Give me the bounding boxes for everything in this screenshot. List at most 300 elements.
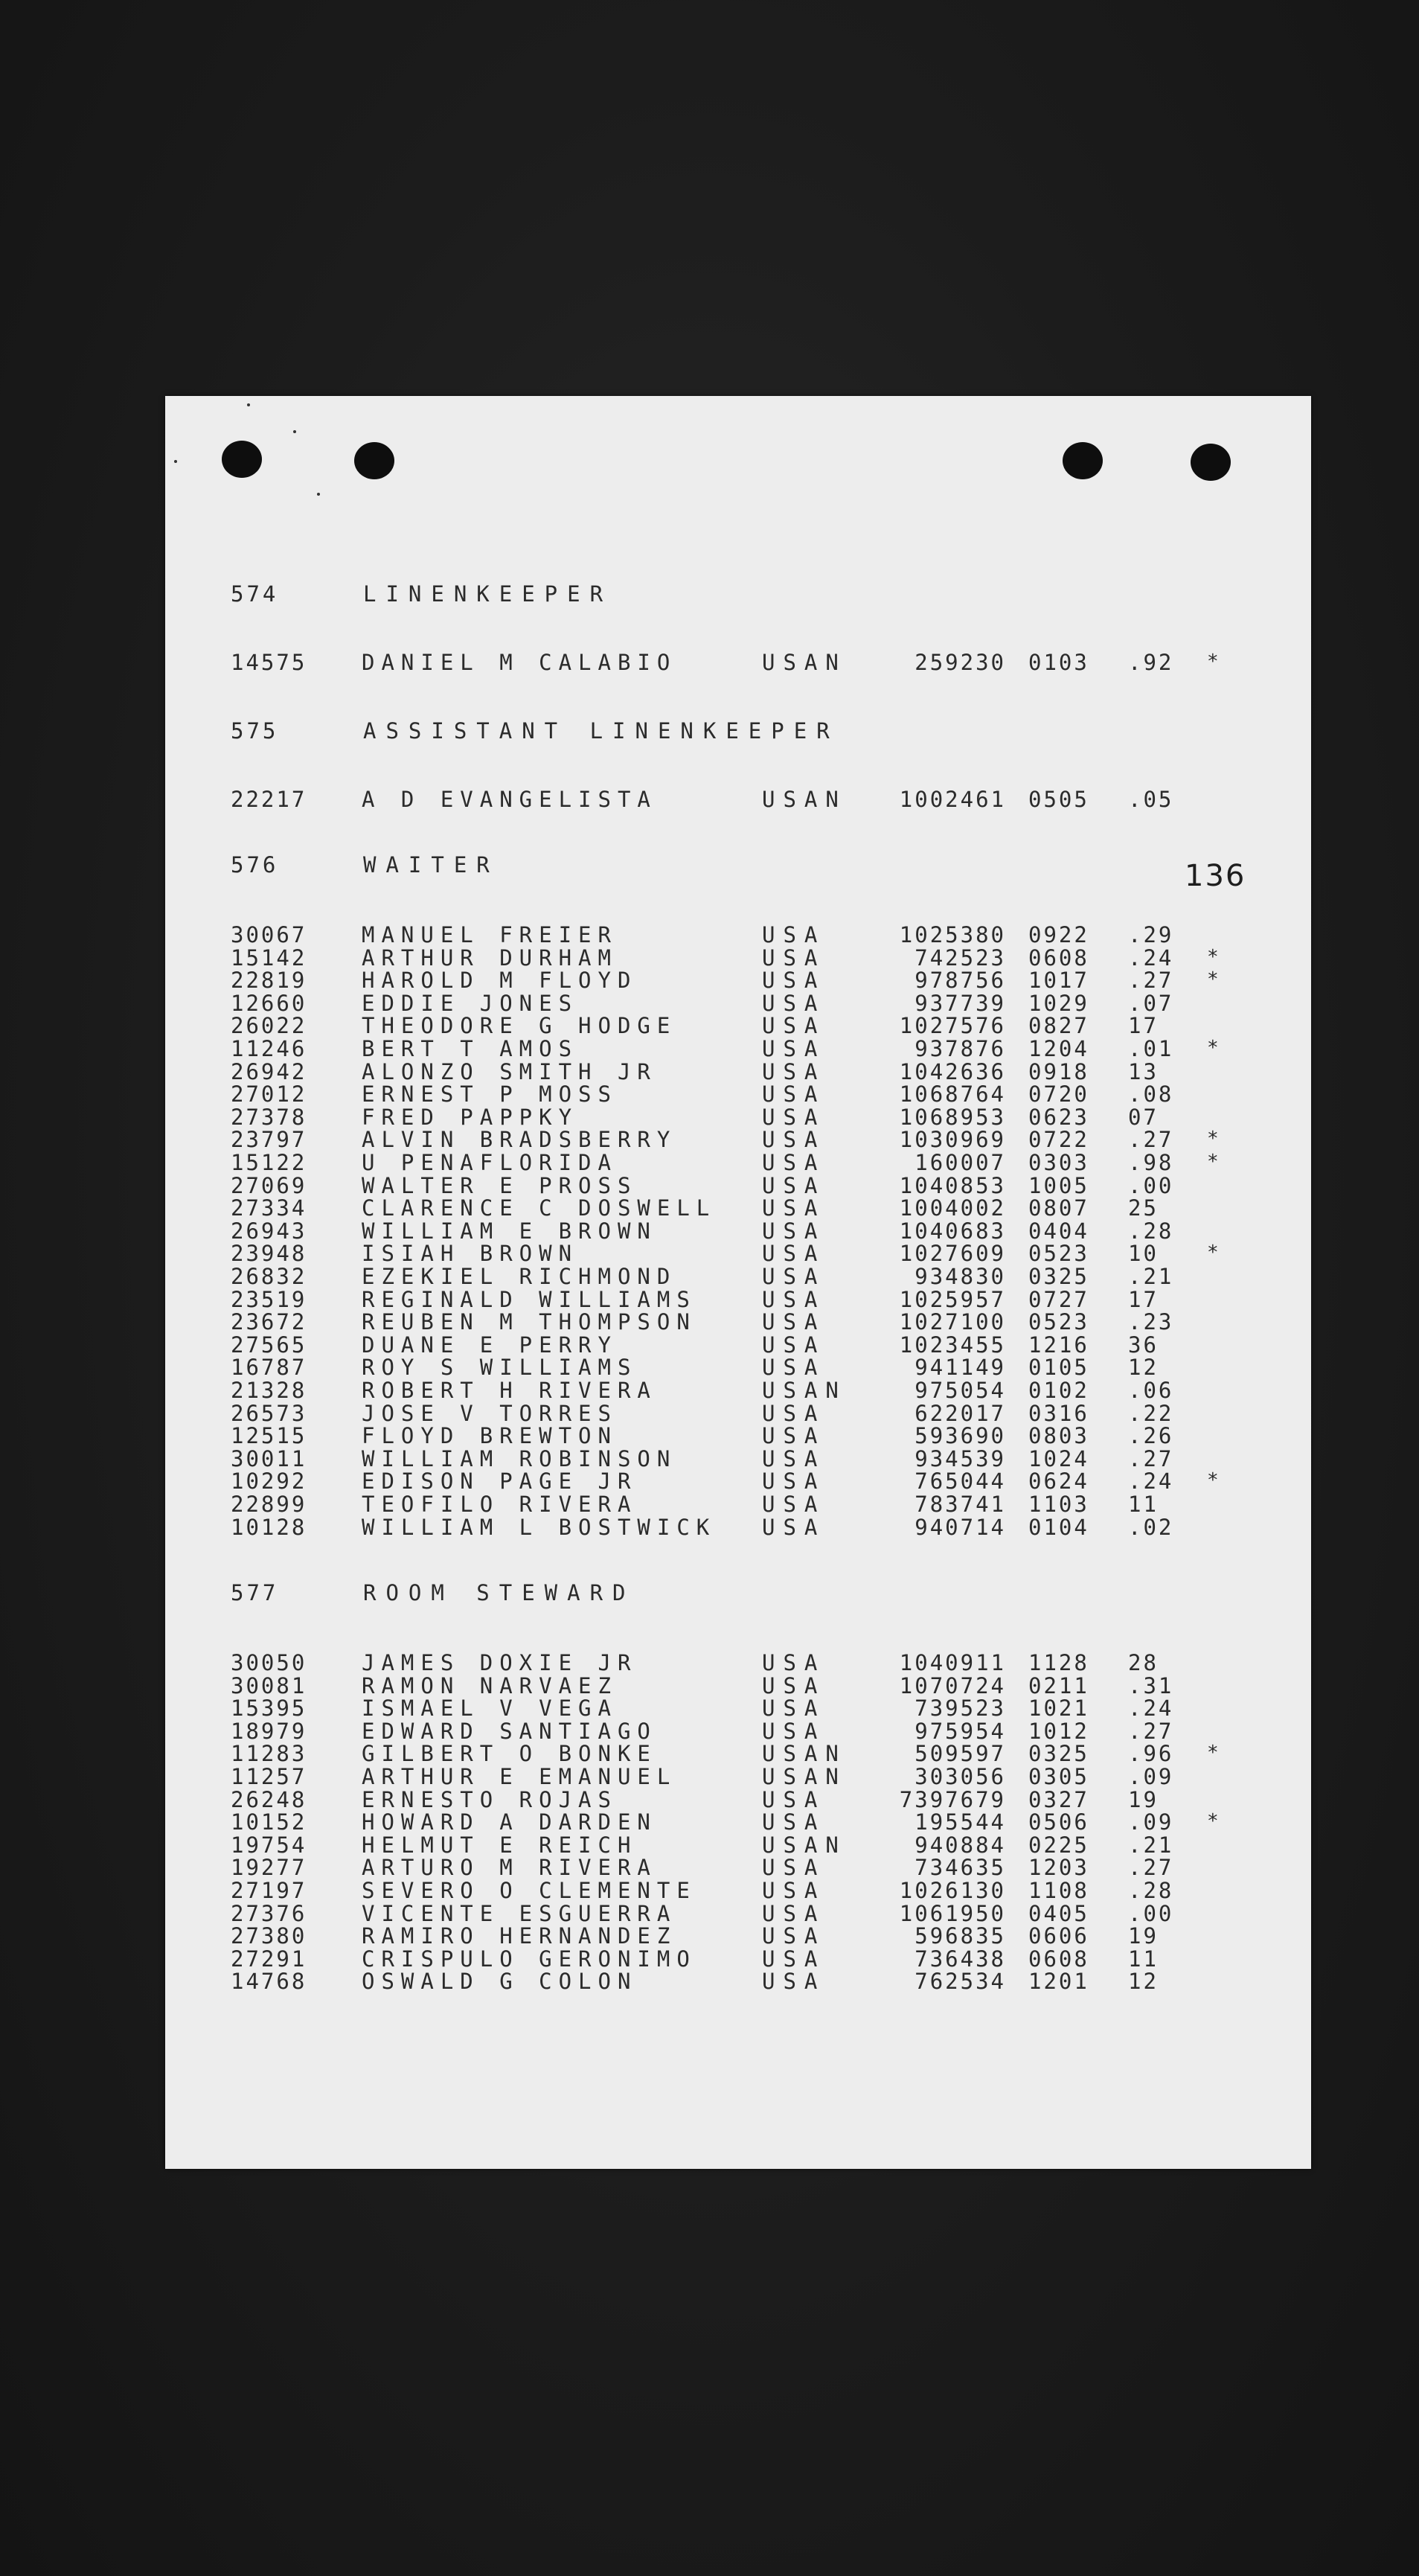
employee-name: WALTER E PROSS	[362, 1174, 638, 1197]
date-code: 1128	[1028, 1650, 1089, 1675]
employee-id: 10128	[231, 1514, 307, 1540]
citizenship-code: USAN	[762, 650, 847, 675]
citizenship-code: USA	[762, 1468, 826, 1495]
roster-row	[165, 789, 1311, 811]
date-code: 0104	[1028, 1514, 1089, 1540]
rate-value: 17	[1128, 1013, 1159, 1039]
roster-row	[165, 1832, 1311, 1858]
citizenship-code: USA	[762, 1218, 826, 1244]
date-code: 0807	[1028, 1195, 1089, 1221]
date-code: 1021	[1028, 1696, 1089, 1722]
record-number: 736438	[914, 1946, 1006, 1972]
employee-id: 26022	[231, 1013, 307, 1039]
section-code: 576	[231, 852, 279, 878]
rate-value: .24	[1128, 1696, 1174, 1722]
paper-speck	[174, 460, 177, 463]
rate-value: .27	[1128, 1445, 1174, 1471]
record-number: 1027100	[899, 1309, 1006, 1335]
asterisk-mark: *	[1207, 1241, 1219, 1265]
citizenship-code: USA	[762, 1514, 826, 1540]
roster-row	[165, 1129, 1311, 1151]
employee-name: ROY S WILLIAMS	[362, 1357, 638, 1379]
employee-id: 23797	[231, 1127, 307, 1153]
record-number: 622017	[914, 1400, 1006, 1426]
date-code: 1204	[1028, 1036, 1089, 1061]
employee-name: THEODORE G HODGE	[362, 1015, 677, 1038]
section-code: 577	[231, 1580, 279, 1605]
employee-name: FRED PAPPKY	[362, 1106, 579, 1128]
citizenship-code: USA	[762, 1696, 826, 1722]
employee-id: 11257	[231, 1764, 307, 1789]
citizenship-code: USA	[762, 1150, 826, 1175]
date-code: 0608	[1028, 945, 1089, 971]
employee-id: 30081	[231, 1672, 307, 1698]
employee-name: WILLIAM ROBINSON	[362, 1448, 677, 1470]
date-code: 0316	[1028, 1400, 1089, 1426]
rate-value: .06	[1128, 1378, 1174, 1403]
roster-row	[165, 1857, 1311, 1879]
employee-id: 27012	[231, 1081, 307, 1108]
record-number: 734635	[914, 1855, 1006, 1881]
employee-id: 23948	[231, 1241, 307, 1267]
employee-id: 19277	[231, 1855, 307, 1881]
employee-name: REUBEN M THOMPSON	[362, 1311, 696, 1334]
employee-name: FLOYD BREWTON	[362, 1425, 618, 1448]
record-number: 1027576	[899, 1013, 1006, 1039]
punch-hole-right-inner	[1063, 442, 1103, 479]
date-code: 0505	[1028, 787, 1089, 812]
record-number: 742523	[914, 945, 1006, 971]
date-code: 0720	[1028, 1081, 1089, 1108]
date-code: 0727	[1028, 1286, 1089, 1312]
roster-row	[165, 970, 1311, 992]
employee-id: 26943	[231, 1218, 307, 1244]
record-number: 940884	[914, 1832, 1006, 1858]
date-code: 0105	[1028, 1355, 1089, 1381]
employee-id: 22819	[231, 968, 307, 994]
rate-value: .01	[1128, 1036, 1174, 1061]
roster-row	[165, 1218, 1311, 1244]
employee-id: 27376	[231, 1900, 307, 1926]
rate-value: .27	[1128, 968, 1174, 994]
citizenship-code: USA	[762, 1013, 826, 1039]
roster-row	[165, 652, 1311, 674]
asterisk-mark: *	[1207, 1151, 1219, 1173]
roster-row	[165, 1266, 1311, 1288]
employee-name: OSWALD G COLON	[362, 1971, 638, 1993]
employee-id: 27565	[231, 1332, 307, 1358]
rate-value: 19	[1128, 1923, 1159, 1949]
date-code: 0325	[1028, 1264, 1089, 1289]
rate-value: .24	[1128, 945, 1174, 971]
citizenship-code: USA	[762, 1127, 826, 1153]
roster-row	[165, 1038, 1311, 1061]
rate-value: .05	[1128, 787, 1174, 812]
citizenship-code: USA	[762, 1786, 826, 1812]
rate-value: .09	[1128, 1809, 1174, 1835]
citizenship-code: USAN	[762, 1832, 847, 1858]
citizenship-code: USA	[762, 1241, 826, 1267]
employee-id: 26942	[231, 1058, 307, 1084]
employee-id: 18979	[231, 1718, 307, 1744]
date-code: 0608	[1028, 1946, 1089, 1972]
record-number: 783741	[914, 1492, 1006, 1517]
roster-row	[165, 1766, 1311, 1789]
rate-value: 12	[1128, 1969, 1159, 1995]
employee-name: EDWARD SANTIAGO	[362, 1720, 657, 1742]
citizenship-code: USAN	[762, 1764, 847, 1789]
section-heading	[165, 581, 1311, 607]
citizenship-code: USA	[762, 1650, 826, 1675]
section-title: LINENKEEPER	[363, 581, 613, 607]
asterisk-mark: *	[1207, 945, 1219, 968]
citizenship-code: USA	[762, 1900, 826, 1926]
date-code: 0305	[1028, 1764, 1089, 1789]
employee-name: ALVIN BRADSBERRY	[362, 1129, 677, 1151]
rate-value: .09	[1128, 1764, 1174, 1789]
rate-value: .21	[1128, 1832, 1174, 1858]
rate-value: 11	[1128, 1946, 1159, 1972]
date-code: 1029	[1028, 990, 1089, 1016]
record-number: 509597	[914, 1741, 1006, 1767]
rate-value: .96	[1128, 1741, 1174, 1767]
date-code: 0624	[1028, 1468, 1089, 1495]
roster-row	[165, 1104, 1311, 1130]
roster-row	[165, 1880, 1311, 1902]
section-heading	[165, 720, 1311, 743]
asterisk-mark: *	[1207, 968, 1219, 991]
citizenship-code: USA	[762, 1172, 826, 1198]
citizenship-code: USA	[762, 1058, 826, 1084]
roster-row	[165, 1357, 1311, 1379]
roster-row	[165, 1400, 1311, 1426]
rate-value: .29	[1128, 922, 1174, 947]
date-code: 0523	[1028, 1309, 1089, 1335]
date-code: 0803	[1028, 1423, 1089, 1449]
date-code: 0506	[1028, 1809, 1089, 1835]
record-number: 934539	[914, 1445, 1006, 1471]
section-title: ROOM STEWARD	[363, 1580, 635, 1605]
employee-name: WILLIAM E BROWN	[362, 1220, 657, 1242]
citizenship-code: USA	[762, 1946, 826, 1972]
date-code: 0325	[1028, 1741, 1089, 1767]
roster-row	[165, 990, 1311, 1016]
employee-name: ARTURO M RIVERA	[362, 1857, 657, 1879]
rate-value: 13	[1128, 1058, 1159, 1084]
punch-hole-left-outer	[222, 441, 262, 478]
employee-id: 14768	[231, 1969, 307, 1995]
record-number: 765044	[914, 1468, 1006, 1495]
employee-id: 10292	[231, 1468, 307, 1495]
rate-value: .28	[1128, 1878, 1174, 1903]
employee-name: VICENTE ESGUERRA	[362, 1902, 677, 1925]
rate-value: .92	[1128, 650, 1174, 675]
employee-name: ARTHUR E EMANUEL	[362, 1766, 677, 1788]
record-number: 1068764	[899, 1081, 1006, 1108]
roster-row	[165, 1946, 1311, 1972]
date-code: 0827	[1028, 1013, 1089, 1039]
record-number: 1023455	[899, 1332, 1006, 1358]
record-number: 1061950	[899, 1900, 1006, 1926]
employee-id: 30067	[231, 922, 307, 947]
employee-name: BERT T AMOS	[362, 1038, 579, 1060]
roster-row	[165, 1445, 1311, 1471]
roster-row	[165, 1809, 1311, 1835]
section-code: 574	[231, 581, 279, 607]
citizenship-code: USA	[762, 1445, 826, 1471]
punch-hole-right-outer	[1191, 444, 1231, 481]
citizenship-code: USA	[762, 1718, 826, 1744]
page-number: 136	[1185, 859, 1246, 893]
date-code: 1103	[1028, 1492, 1089, 1517]
citizenship-code: USA	[762, 1809, 826, 1835]
employee-name: HOWARD A DARDEN	[362, 1812, 657, 1834]
roster-row	[165, 1081, 1311, 1108]
rate-value: 10	[1128, 1241, 1159, 1267]
date-code: 0404	[1028, 1218, 1089, 1244]
employee-id: 22899	[231, 1492, 307, 1517]
roster-row	[165, 1672, 1311, 1698]
employee-name: DUANE E PERRY	[362, 1334, 618, 1356]
roster-row	[165, 1718, 1311, 1744]
record-number: 934830	[914, 1264, 1006, 1289]
citizenship-code: USA	[762, 968, 826, 994]
roster-row	[165, 1195, 1311, 1221]
roster-row	[165, 1380, 1311, 1402]
citizenship-code: USA	[762, 1036, 826, 1061]
roster-row	[165, 1743, 1311, 1765]
date-code: 0523	[1028, 1241, 1089, 1267]
date-code: 1012	[1028, 1718, 1089, 1744]
rate-value: .27	[1128, 1127, 1174, 1153]
record-number: 596835	[914, 1923, 1006, 1949]
citizenship-code: USAN	[762, 1741, 847, 1767]
record-number: 975054	[914, 1378, 1006, 1403]
employee-id: 26248	[231, 1786, 307, 1812]
rate-value: .00	[1128, 1900, 1174, 1926]
section-title: ASSISTANT LINENKEEPER	[363, 718, 839, 744]
record-number: 937876	[914, 1036, 1006, 1061]
rate-value: .31	[1128, 1672, 1174, 1698]
rate-value: .08	[1128, 1081, 1174, 1108]
record-number: 7397679	[899, 1786, 1006, 1812]
date-code: 0303	[1028, 1150, 1089, 1175]
date-code: 1216	[1028, 1332, 1089, 1358]
date-code: 1005	[1028, 1172, 1089, 1198]
employee-id: 11246	[231, 1036, 307, 1061]
record-number: 593690	[914, 1423, 1006, 1449]
record-number: 195544	[914, 1809, 1006, 1835]
citizenship-code: USA	[762, 1332, 826, 1358]
record-number: 739523	[914, 1696, 1006, 1722]
employee-id: 27291	[231, 1946, 307, 1972]
employee-id: 23519	[231, 1286, 307, 1312]
citizenship-code: USA	[762, 1969, 826, 1995]
employee-name: U PENAFLORIDA	[362, 1152, 618, 1174]
date-code: 0922	[1028, 922, 1089, 947]
rate-value: .24	[1128, 1468, 1174, 1495]
citizenship-code: USA	[762, 1309, 826, 1335]
employee-id: 15395	[231, 1696, 307, 1722]
employee-name: ISIAH BROWN	[362, 1243, 579, 1265]
citizenship-code: USA	[762, 945, 826, 971]
rate-value: 28	[1128, 1650, 1159, 1675]
citizenship-code: USA	[762, 1923, 826, 1949]
employee-name: HAROLD M FLOYD	[362, 970, 638, 992]
section-heading	[165, 854, 1311, 877]
employee-id: 26573	[231, 1400, 307, 1426]
record-number: 1040911	[899, 1650, 1006, 1675]
employee-name: JOSE V TORRES	[362, 1402, 618, 1425]
roster-row	[165, 947, 1311, 970]
employee-name: ALONZO SMITH JR	[362, 1061, 657, 1083]
employee-id: 19754	[231, 1832, 307, 1858]
rate-value: .98	[1128, 1150, 1174, 1175]
record-number: 978756	[914, 968, 1006, 994]
date-code: 0211	[1028, 1672, 1089, 1698]
citizenship-code: USAN	[762, 1378, 847, 1403]
rate-value: .23	[1128, 1309, 1174, 1335]
citizenship-code: USA	[762, 1878, 826, 1903]
record-number: 975954	[914, 1718, 1006, 1744]
employee-id: 27197	[231, 1878, 307, 1903]
employee-name: ERNESTO ROJAS	[362, 1789, 618, 1811]
employee-id: 30050	[231, 1650, 307, 1675]
employee-name: SEVERO O CLEMENTE	[362, 1880, 696, 1902]
roster-row	[165, 1514, 1311, 1540]
roster-row	[165, 1058, 1311, 1084]
employee-id: 14575	[231, 650, 307, 675]
punch-hole-left-inner	[354, 442, 394, 479]
section-code: 575	[231, 718, 279, 744]
date-code: 1201	[1028, 1969, 1089, 1995]
date-code: 0606	[1028, 1923, 1089, 1949]
date-code: 0102	[1028, 1378, 1089, 1403]
employee-name: JAMES DOXIE JR	[362, 1652, 638, 1674]
rate-value: 07	[1128, 1104, 1159, 1130]
citizenship-code: USA	[762, 922, 826, 947]
employee-name: ISMAEL V VEGA	[362, 1698, 618, 1720]
paper-speck	[247, 403, 250, 406]
roster-row	[165, 1311, 1311, 1334]
roster-row	[165, 1243, 1311, 1265]
employee-id: 15122	[231, 1150, 307, 1175]
rate-value: .00	[1128, 1172, 1174, 1198]
citizenship-code: USA	[762, 1423, 826, 1449]
employee-id: 23672	[231, 1309, 307, 1335]
citizenship-code: USA	[762, 1195, 826, 1221]
employee-id: 12515	[231, 1423, 307, 1449]
rate-value: 25	[1128, 1195, 1159, 1221]
employee-id: 27334	[231, 1195, 307, 1221]
record-number: 303056	[914, 1764, 1006, 1789]
typed-roster-page	[165, 396, 1311, 2169]
employee-name: RAMIRO HERNANDEZ	[362, 1925, 677, 1948]
employee-name: MANUEL FREIER	[362, 924, 618, 946]
citizenship-code: USA	[762, 1355, 826, 1381]
rate-value: 17	[1128, 1286, 1159, 1312]
date-code: 1203	[1028, 1855, 1089, 1881]
record-number: 1040683	[899, 1218, 1006, 1244]
asterisk-mark: *	[1207, 651, 1219, 673]
employee-name: EDDIE JONES	[362, 992, 579, 1014]
roster-row	[165, 924, 1311, 947]
roster-row	[165, 1698, 1311, 1720]
citizenship-code: USA	[762, 1286, 826, 1312]
date-code: 0623	[1028, 1104, 1089, 1130]
rate-value: .27	[1128, 1855, 1174, 1881]
asterisk-mark: *	[1207, 1742, 1219, 1765]
section-heading	[165, 1582, 1311, 1605]
record-number: 1025957	[899, 1286, 1006, 1312]
roster-row	[165, 1786, 1311, 1812]
record-number: 1030969	[899, 1127, 1006, 1153]
date-code: 0103	[1028, 650, 1089, 675]
citizenship-code: USA	[762, 1855, 826, 1881]
asterisk-mark: *	[1207, 1128, 1219, 1151]
employee-name: WILLIAM L BOSTWICK	[362, 1516, 717, 1538]
rate-value: 12	[1128, 1355, 1159, 1381]
employee-name: DANIEL M CALABIO	[362, 652, 677, 674]
employee-id: 12660	[231, 990, 307, 1016]
record-number: 762534	[914, 1969, 1006, 1995]
employee-id: 11283	[231, 1741, 307, 1767]
employee-name: EDISON PAGE JR	[362, 1471, 638, 1493]
record-number: 1026130	[899, 1878, 1006, 1903]
record-number: 1027609	[899, 1241, 1006, 1267]
roster-row	[165, 1900, 1311, 1926]
date-code: 1017	[1028, 968, 1089, 994]
rate-value: .26	[1128, 1423, 1174, 1449]
record-number: 1002461	[899, 787, 1006, 812]
asterisk-mark: *	[1207, 1810, 1219, 1833]
record-number: 940714	[914, 1514, 1006, 1540]
roster-row	[165, 1494, 1311, 1516]
employee-name: ARTHUR DURHAM	[362, 947, 618, 969]
roster-row	[165, 1015, 1311, 1038]
record-number: 1004002	[899, 1195, 1006, 1221]
record-number: 1042636	[899, 1058, 1006, 1084]
citizenship-code: USA	[762, 1264, 826, 1289]
employee-id: 22217	[231, 787, 307, 812]
asterisk-mark: *	[1207, 1469, 1219, 1492]
employee-name: ERNEST P MOSS	[362, 1084, 618, 1106]
record-number: 1068953	[899, 1104, 1006, 1130]
record-number: 1025380	[899, 922, 1006, 947]
citizenship-code: USA	[762, 990, 826, 1016]
roster-row	[165, 1172, 1311, 1198]
rate-value: .28	[1128, 1218, 1174, 1244]
roster-row	[165, 1971, 1311, 1993]
employee-name: GILBERT O BONKE	[362, 1743, 657, 1765]
section-title: WAITER	[363, 852, 499, 878]
roster-row	[165, 1652, 1311, 1675]
citizenship-code: USA	[762, 1104, 826, 1130]
citizenship-code: USA	[762, 1400, 826, 1426]
date-code: 1108	[1028, 1878, 1089, 1903]
rate-value: .07	[1128, 990, 1174, 1016]
employee-id: 26832	[231, 1264, 307, 1289]
paper-speck	[293, 430, 296, 433]
record-number: 937739	[914, 990, 1006, 1016]
rate-value: .02	[1128, 1514, 1174, 1540]
employee-id: 30011	[231, 1445, 307, 1471]
rate-value: .27	[1128, 1718, 1174, 1744]
roster-row	[165, 1925, 1311, 1948]
rate-value: .21	[1128, 1264, 1174, 1289]
employee-name: CRISPULO GERONIMO	[362, 1948, 696, 1970]
date-code: 0327	[1028, 1786, 1089, 1812]
